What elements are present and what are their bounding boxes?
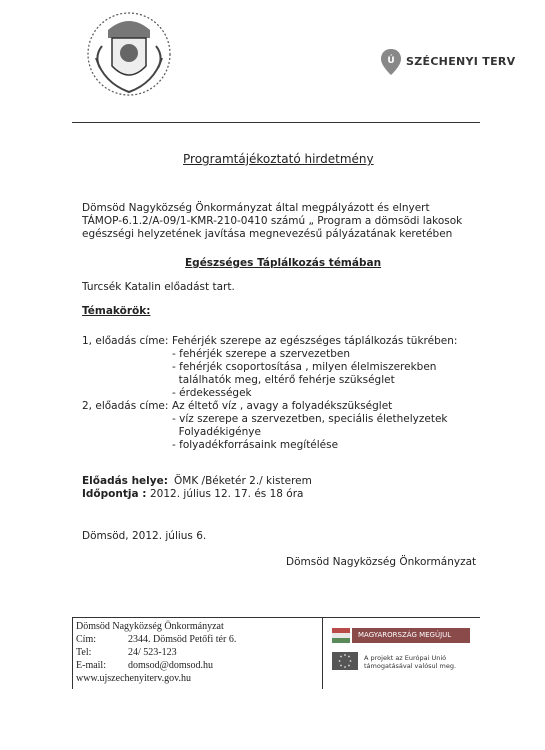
header-divider: [72, 122, 480, 123]
footer-divider: [72, 617, 480, 618]
page-title: Programtájékoztató hirdetmény: [183, 152, 374, 166]
lecture1-title: Fehérjék szerepe az egészséges táplálkozás tükrében:: [172, 335, 458, 347]
speaker: Turcsék Katalin előadást tart.: [82, 281, 235, 293]
lecture2-item: - víz szerepe a szervezetben, speciális élethelyzetek: [172, 413, 448, 425]
footer-email-label: E-mail:: [76, 660, 106, 671]
footer-website[interactable]: www.ujszechenyiterv.gov.hu: [76, 673, 191, 684]
lecture2-item: Folyadékigénye: [172, 426, 261, 438]
subtitle: Egészséges Táplálkozás témában: [185, 257, 382, 269]
footer-address-label: Cím:: [76, 634, 97, 645]
hungary-flag-icon: [332, 628, 350, 643]
eu-text-line: támogatásával valósul meg.: [364, 662, 457, 670]
lecture2-title: Az éltető víz , avagy a folyadékszükséglet: [172, 400, 393, 412]
szechenyi-terv-logo: [380, 48, 516, 78]
intro-line-2: TÁMOP-6.1.2/A-09/1-KMR-210-0410 számú „ Program a dömsödi lakosok: [82, 215, 463, 227]
footer-vertical-divider: [322, 617, 323, 689]
lecture1-label: 1, előadás címe:: [82, 335, 169, 347]
footer-org: Dömsöd Nagyközség Önkormányzat: [76, 621, 224, 632]
footer-phone: 24/ 523-123: [128, 647, 177, 658]
lecture2-item: - folyadékforrásaink megítélése: [172, 439, 339, 451]
map-pin-icon: [380, 48, 402, 76]
intro-line-1: Dömsöd Nagyközség Önkormányzat által megpályázott és elnyert: [82, 202, 430, 214]
lecture1-item: találhatók meg, eltérő fehérje szükséglet: [172, 374, 395, 386]
hungary-banner-text: MAGYARORSZÁG MEGÚJUL: [358, 631, 452, 639]
lecture1-item: - fehérjék szerepe a szervezetben: [172, 348, 351, 360]
time-label: Időpontja :: [82, 488, 147, 500]
venue-label: Előadás helye:: [82, 475, 168, 487]
hungary-banner: [352, 628, 470, 643]
footer-phone-label: Tel:: [76, 647, 92, 658]
lecture2-label: 2, előadás címe:: [82, 400, 169, 412]
coat-of-arms-icon: [84, 8, 174, 98]
logo-text: SZÉCHENYI TERV: [406, 55, 516, 68]
intro-line-3: egészségi helyzetének javítása megnevezésű pályázatának keretében: [82, 228, 453, 240]
signature: Dömsöd Nagyközség Önkormányzat: [286, 556, 477, 568]
lecture1-item: - érdekességek: [172, 387, 252, 399]
eu-flag-icon: [332, 652, 358, 670]
topics-heading: Témakörök:: [82, 305, 151, 317]
date-line: Dömsöd, 2012. július 6.: [82, 530, 207, 542]
venue-value: ÖMK /Béketér 2./ kisterem: [174, 475, 312, 487]
footer-left-border: [72, 617, 73, 689]
eu-text-line: A projekt az Európai Unió: [364, 654, 447, 662]
footer-email[interactable]: domsod@domsod.hu: [128, 660, 214, 671]
lecture1-item: - fehérjék csoportosítása , milyen élelmiszerekben: [172, 361, 437, 373]
svg-text:Ú: Ú: [387, 56, 395, 66]
footer-address: 2344. Dömsöd Petőfi tér 6.: [128, 634, 237, 645]
time-value: 2012. július 12. 17. és 18 óra: [150, 488, 304, 500]
